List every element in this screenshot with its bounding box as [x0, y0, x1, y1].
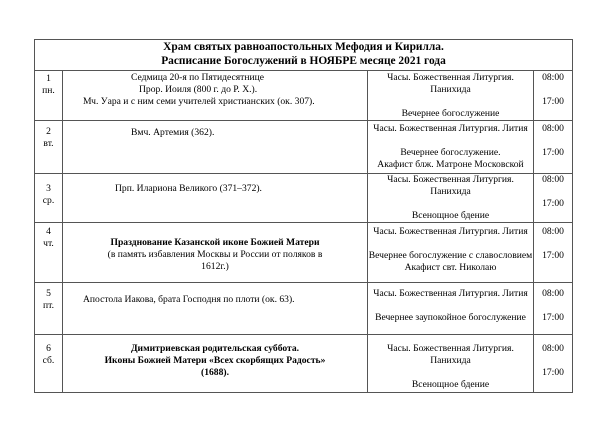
morning-service: Часы. Божественная Литургия. Панихида — [387, 72, 514, 95]
time-cell — [534, 335, 573, 393]
day-cell — [35, 174, 63, 223]
day-cell — [35, 283, 63, 335]
time-evening: 17:00 — [542, 198, 564, 209]
time-morning: 08:00 — [542, 174, 564, 185]
table-row — [35, 223, 573, 283]
schedule-table — [34, 39, 573, 393]
day-number: 3 — [46, 183, 51, 194]
day-number: 2 — [46, 126, 51, 137]
service-cell — [368, 121, 534, 174]
saint-feast-title: Димитриевская родительская суббота. — [130, 343, 300, 354]
time-cell — [534, 121, 573, 174]
service-cell — [368, 335, 534, 393]
time-morning: 08:00 — [542, 72, 564, 83]
saint-feast-title: Празднование Казанской иконе Божией Матери — [110, 237, 320, 248]
evening-service: Вечернее богослужение — [401, 108, 500, 119]
service-cell — [368, 223, 534, 283]
saint-line: Мч. Уара и с ним семи учителей христианских (ок. 307). — [83, 96, 315, 107]
table-row — [35, 335, 573, 393]
evening-service: Вечернее заупокойное богослужение — [375, 312, 526, 323]
morning-service: Часы. Божественная Литургия. Лития — [373, 288, 528, 299]
day-weekday: вт. — [43, 138, 54, 149]
saint-cell — [63, 121, 368, 174]
evening-service: Вечернее богослужение. — [400, 147, 501, 158]
day-cell — [35, 71, 63, 121]
time-evening: 17:00 — [542, 367, 564, 378]
day-number: 1 — [46, 73, 51, 84]
table-row — [35, 174, 573, 223]
service-cell — [368, 71, 534, 121]
page-title — [35, 40, 573, 71]
time-morning: 08:00 — [542, 123, 564, 134]
time-morning: 08:00 — [542, 288, 564, 299]
evening-service: Всенощное бдение — [411, 379, 490, 390]
time-cell — [534, 71, 573, 121]
time-cell — [534, 223, 573, 283]
saint-line: (в память избавления Москвы и России от поляков в — [107, 249, 323, 260]
day-cell — [35, 223, 63, 283]
time-morning: 08:00 — [542, 343, 564, 354]
day-number: 4 — [46, 226, 51, 237]
evening-service: Акафист блж. Матроне Московской — [377, 159, 524, 170]
title-line-1: Храм святых равноапостольных Мефодия и Кирилла. — [163, 41, 444, 53]
morning-service: Часы. Божественная Литургия. Панихида — [387, 343, 514, 366]
day-weekday: пт. — [42, 300, 54, 311]
saint-line: 1612г.) — [201, 261, 229, 272]
saint-cell — [63, 223, 368, 283]
time-morning: 08:00 — [542, 226, 564, 237]
service-cell — [368, 283, 534, 335]
time-cell — [534, 174, 573, 223]
table-row — [35, 283, 573, 335]
service-cell — [368, 174, 534, 223]
morning-service: Часы. Божественная Литургия. Панихида — [387, 174, 514, 197]
table-row — [35, 71, 573, 121]
day-weekday: чт. — [43, 238, 54, 249]
time-evening: 17:00 — [542, 147, 564, 158]
evening-service: Всенощное бдение — [411, 210, 490, 221]
morning-service: Часы. Божественная Литургия. Лития — [373, 226, 528, 237]
saint-cell — [63, 335, 368, 393]
saint-cell — [63, 174, 368, 223]
saint-feast-title: (1688). — [201, 367, 229, 378]
day-weekday: ср. — [42, 195, 55, 206]
saint-line: Прп. Илариона Великого (371–372). — [115, 183, 262, 194]
day-weekday: пн. — [42, 85, 55, 96]
saint-line: Вмч. Артемия (362). — [131, 127, 215, 138]
saint-feast-title: Иконы Божией Матери «Всех скорбящих Радость» — [104, 355, 326, 366]
saint-line: Апостола Иакова, брата Господня по плоти (ок. 63). — [83, 294, 295, 305]
header-row — [35, 40, 573, 71]
saint-line: Прор. Иоиля (800 г. до Р. Х.). — [139, 84, 258, 95]
time-evening: 17:00 — [542, 250, 564, 261]
saint-cell — [63, 71, 368, 121]
saint-line: Седмица 20-я по Пятидесятнице — [131, 72, 265, 83]
evening-service: Вечернее богослужение с славословием — [368, 250, 533, 261]
morning-service: Часы. Божественная Литургия. Лития — [373, 123, 528, 134]
table-row — [35, 121, 573, 174]
time-evening: 17:00 — [542, 96, 564, 107]
day-cell — [35, 121, 63, 174]
day-number: 6 — [46, 343, 51, 354]
day-number: 5 — [46, 288, 51, 299]
saint-cell — [63, 283, 368, 335]
title-line-2: Расписание Богослужений в НОЯБРЕ месяце 2021 года — [161, 55, 446, 67]
day-cell — [35, 335, 63, 393]
evening-service: Акафист свт. Николаю — [404, 262, 497, 273]
day-weekday: сб. — [42, 355, 55, 366]
time-cell — [534, 283, 573, 335]
time-evening: 17:00 — [542, 312, 564, 323]
